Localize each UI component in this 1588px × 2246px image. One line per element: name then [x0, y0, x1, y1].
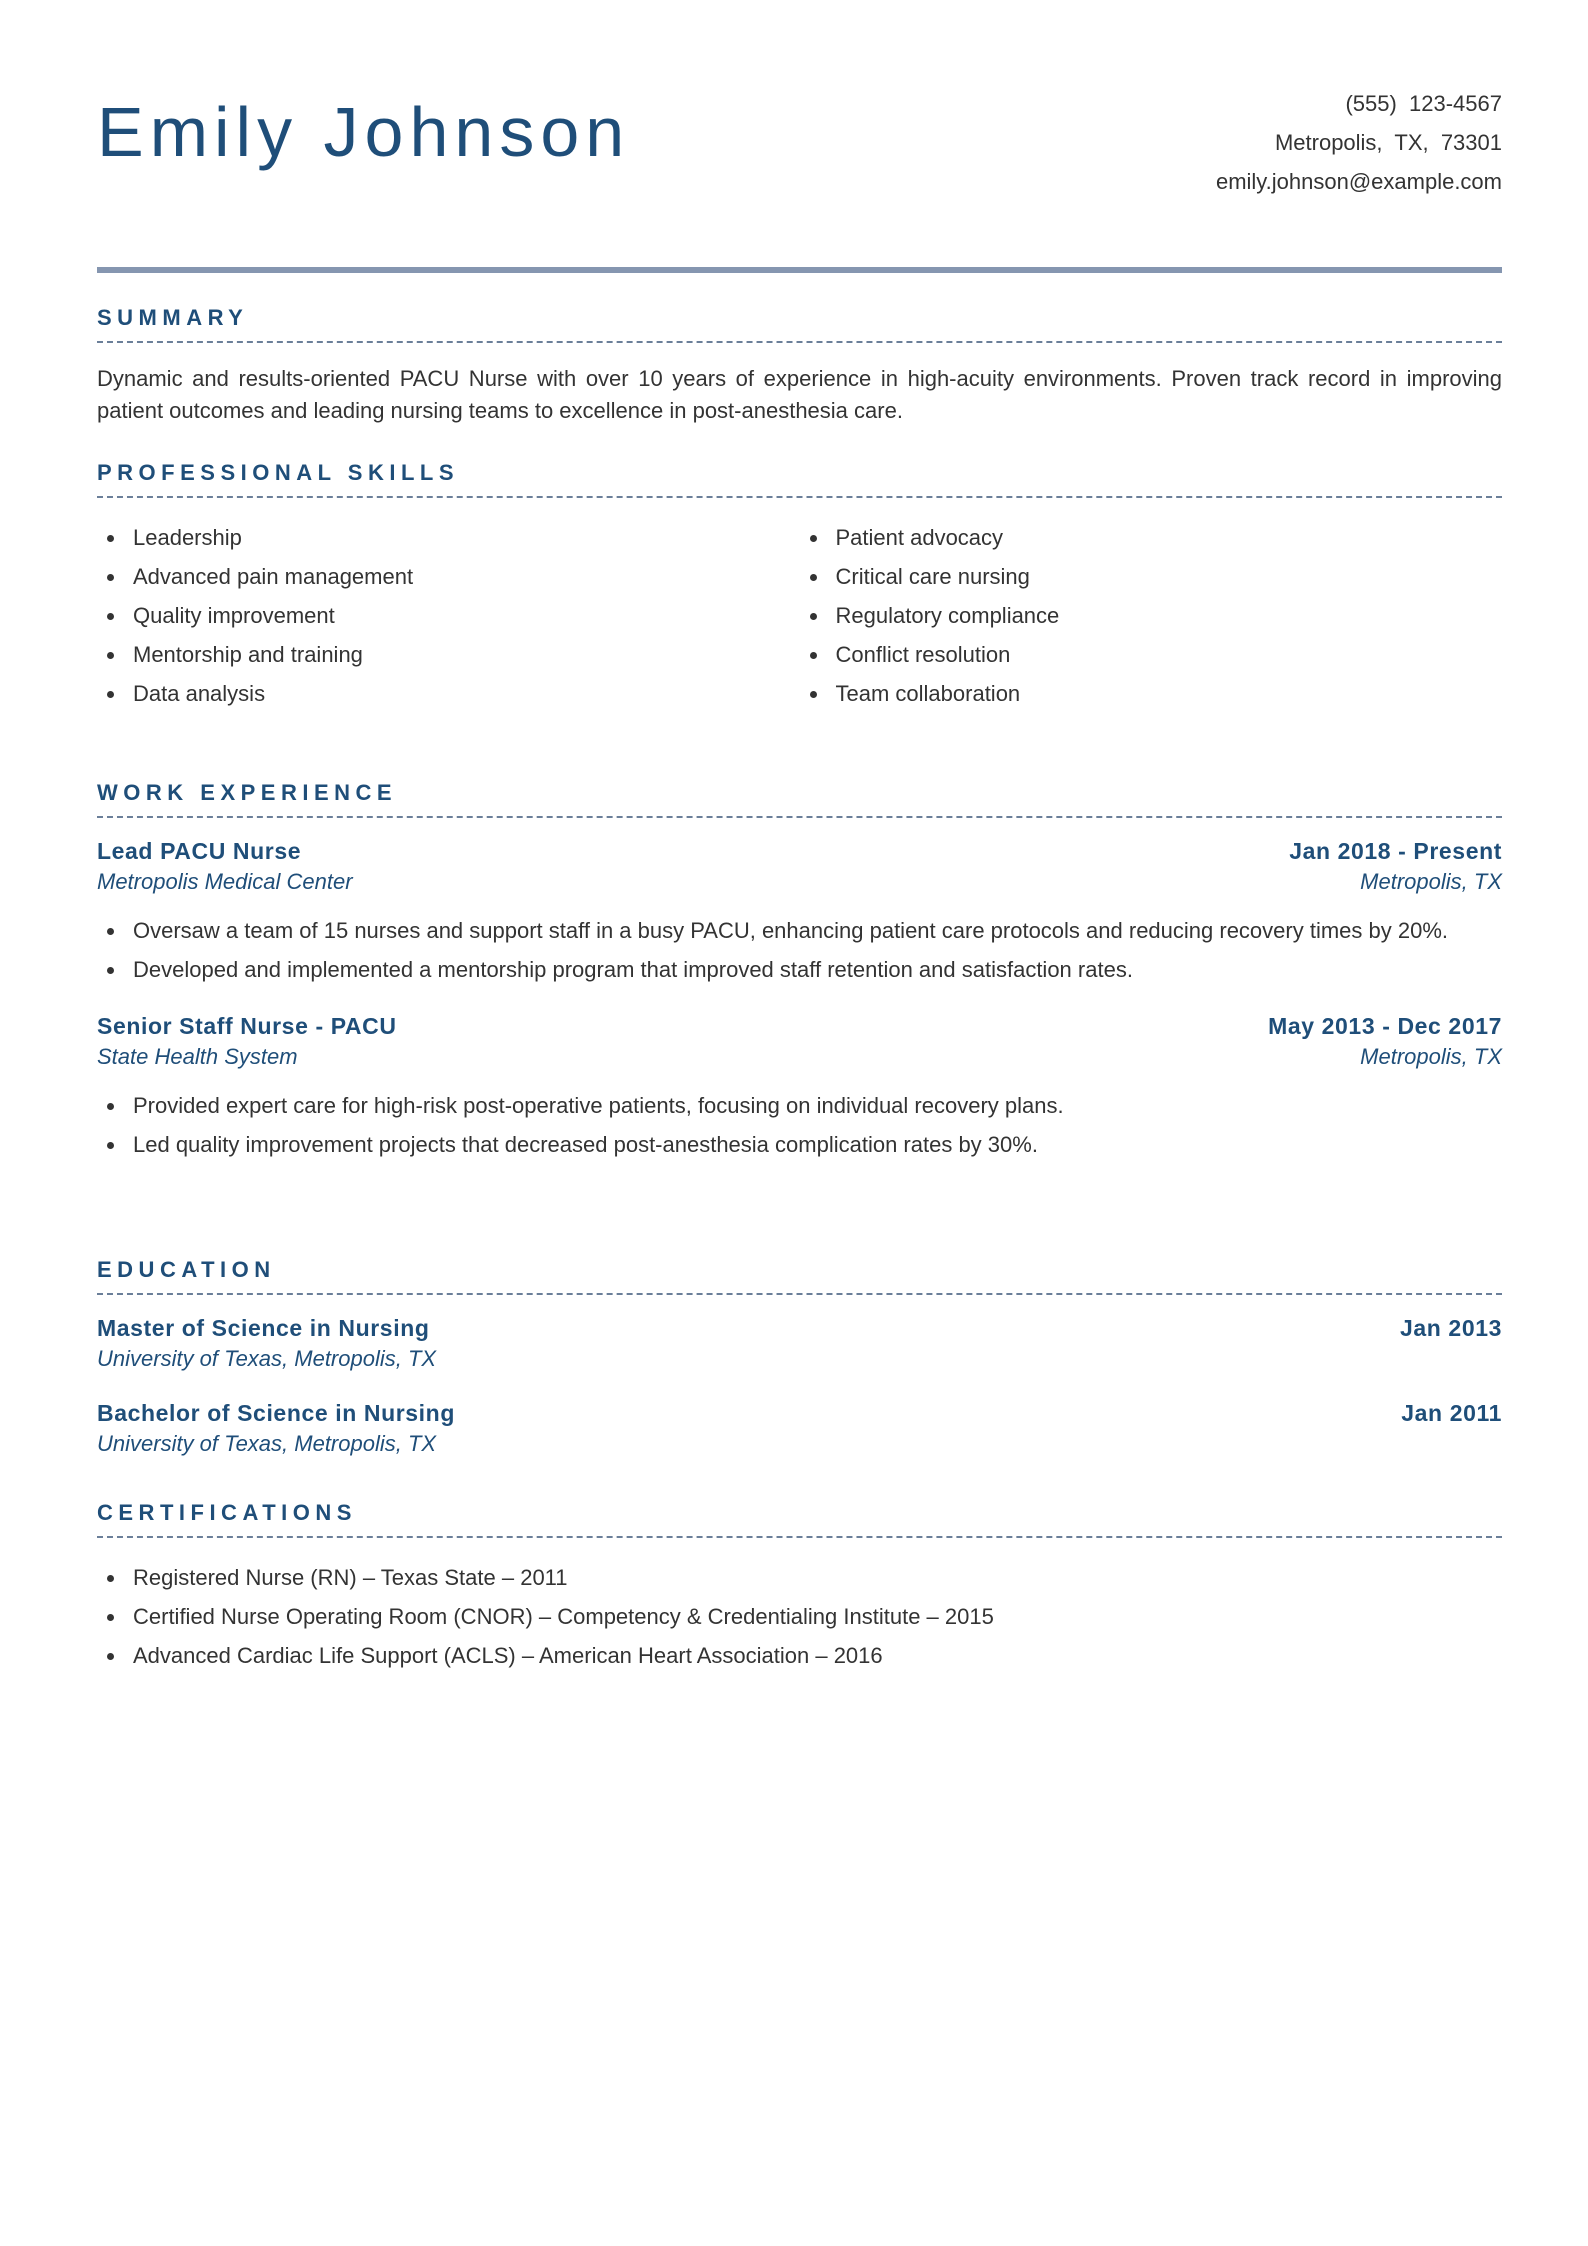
certifications-list [97, 1558, 1502, 1675]
resume-header [97, 0, 1502, 270]
certifications-heading: CERTIFICATIONS [97, 1498, 1502, 1538]
job-organization: Metropolis Medical Center [97, 869, 353, 894]
education-entry [97, 1313, 1502, 1374]
job-header-row [97, 836, 1502, 866]
candidate-name: Emily Johnson [97, 93, 631, 171]
job-title: Senior Staff Nurse - PACU [97, 1013, 397, 1039]
skill-item: Patient advocacy [800, 518, 1503, 557]
summary-text: Dynamic and results-oriented PACU Nurse with over 10 years of experience in high-acuity environments. Proven track record in improving patient outcomes and leading nursing teams to excellence in post-anesthesia care. [97, 366, 1502, 423]
certification-item: Registered Nurse (RN) – Texas State – 2011 [97, 1558, 1502, 1597]
job-header-row [97, 1011, 1502, 1041]
certification-item: Advanced Cardiac Life Support (ACLS) – American Heart Association – 2016 [97, 1636, 1502, 1675]
summary-heading: SUMMARY [97, 303, 1502, 343]
education-header-row [97, 1313, 1502, 1343]
job-location: Metropolis, TX [1360, 869, 1502, 894]
contact-info [1216, 84, 1502, 201]
contact-phone: (555) 123-4567 [1345, 91, 1502, 116]
skill-item: Regulatory compliance [800, 596, 1503, 635]
skill-item: Team collaboration [800, 674, 1503, 713]
job-entry [97, 1011, 1502, 1164]
job-org-row [97, 866, 1502, 897]
education-degree: Master of Science in Nursing [97, 1315, 430, 1341]
job-bullet: Oversaw a team of 15 nurses and support staff in a busy PACU, enhancing patient care protocols and reducing recovery times by 20%. [97, 911, 1502, 950]
job-bullets [97, 911, 1502, 989]
job-entry [97, 836, 1502, 989]
education-header-row [97, 1398, 1502, 1428]
skills-section [97, 458, 1502, 713]
education-school: University of Texas, Metropolis, TX [97, 1431, 437, 1456]
education-entry [97, 1398, 1502, 1459]
header-divider [97, 267, 1502, 273]
education-degree: Bachelor of Science in Nursing [97, 1400, 455, 1426]
job-org-row [97, 1041, 1502, 1072]
experience-heading: WORK EXPERIENCE [97, 778, 1502, 818]
certification-item: Certified Nurse Operating Room (CNOR) – Competency & Credentialing Institute – 2015 [97, 1597, 1502, 1636]
resume-page [97, 0, 1502, 1668]
skills-column-right [800, 518, 1503, 713]
education-heading: EDUCATION [97, 1255, 1502, 1295]
skill-item: Conflict resolution [800, 635, 1503, 674]
skill-item: Mentorship and training [97, 635, 800, 674]
job-bullet: Led quality improvement projects that decreased post-anesthesia complication rates by 30%. [97, 1125, 1502, 1164]
job-bullet: Developed and implemented a mentorship program that improved staff retention and satisfaction rates. [97, 950, 1502, 989]
skill-item: Quality improvement [97, 596, 800, 635]
job-dates: May 2013 - Dec 2017 [1268, 1013, 1502, 1039]
skill-item: Critical care nursing [800, 557, 1503, 596]
job-dates: Jan 2018 - Present [1289, 838, 1502, 864]
job-organization: State Health System [97, 1044, 298, 1069]
job-location: Metropolis, TX [1360, 1044, 1502, 1069]
job-bullet: Provided expert care for high-risk post-operative patients, focusing on individual recovery plans. [97, 1086, 1502, 1125]
experience-section [97, 778, 1502, 1164]
education-school: University of Texas, Metropolis, TX [97, 1346, 437, 1371]
job-bullets [97, 1086, 1502, 1164]
education-section [97, 1255, 1502, 1459]
contact-address: Metropolis, TX, 73301 [1274, 130, 1502, 155]
education-date: Jan 2013 [1400, 1315, 1502, 1341]
skill-item: Data analysis [97, 674, 800, 713]
summary-section [97, 303, 1502, 427]
skills-column-left [97, 518, 800, 713]
certifications-section [97, 1498, 1502, 1675]
job-title: Lead PACU Nurse [97, 838, 302, 864]
skills-columns [97, 518, 1502, 713]
education-date: Jan 2011 [1401, 1400, 1502, 1426]
contact-email: emily.johnson@example.com [1215, 169, 1502, 194]
skill-item: Leadership [97, 518, 800, 557]
skill-item: Advanced pain management [97, 557, 800, 596]
skills-heading: PROFESSIONAL SKILLS [97, 458, 1502, 498]
